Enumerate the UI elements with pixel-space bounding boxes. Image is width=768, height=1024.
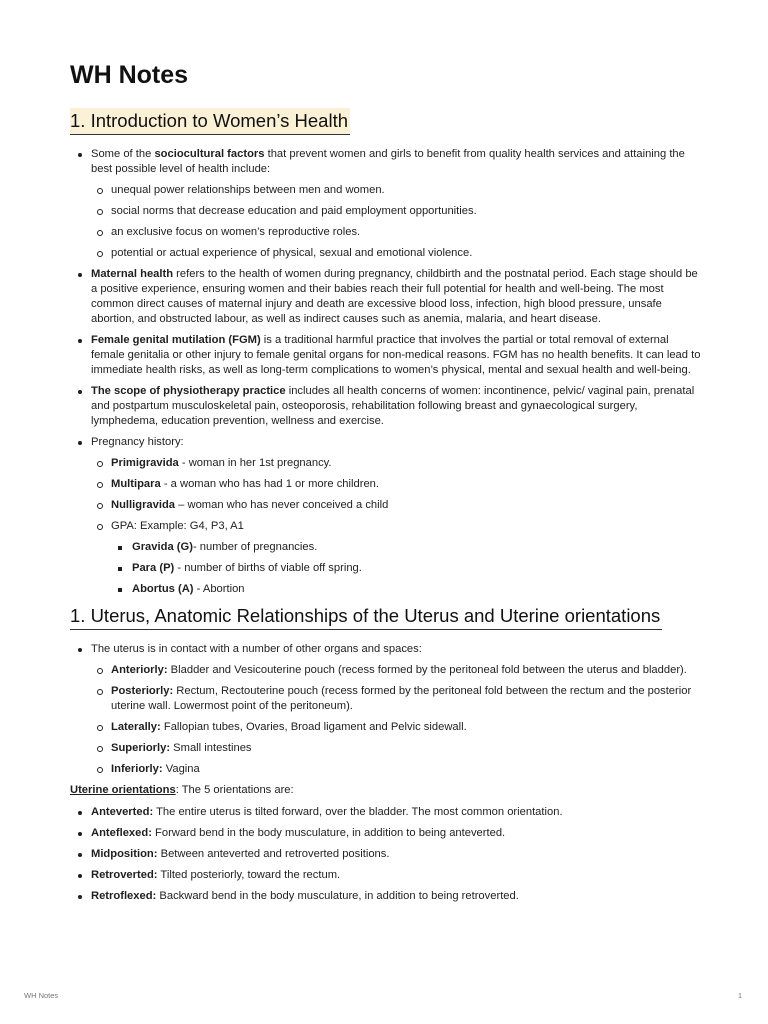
list-item-fgm: Female genital mutilation (FGM) is a traditional harmful practice that involves the partial or total removal of external female genitalia or other injury to female genital organs for non-medical reasons. FGM has no health benefits. It can lead to immediate health risks, as well as long-term complications to women’s physical, mental and sexual health and well-being. [70,333,702,378]
uterus-relations-sublist [91,663,702,777]
orientations-list [70,805,702,904]
list-item: potential or actual experience of physical, sexual and emotional violence. [91,246,702,261]
uterine-orientations-intro: Uterine orientations: The 5 orientations are: [70,784,294,796]
section-1 [70,108,702,143]
footer-document-name: WH Notes [24,991,59,1000]
list-item-physio-scope: The scope of physiotherapy practice includes all health concerns of women: incontinence, pelvic/ vaginal pain, prenatal and postpartum musculoskeletal pain, osteoporosis, rehabilitation following breast and gynaecological surgery, lymphedema, education prevention, wellness and exercise. [70,384,702,429]
list-item-sociocultural: Some of the sociocultural factors that prevent women and girls to benefit from quality health services and attaining the best possible level of health include: unequal power relationships between men and women. social norms that decrease education and paid employment opportunities. an exclusive focus on women’s reproductive roles. potential or actual experience of physical, sexual and emotional violence. [70,147,702,261]
list-item-posteriorly: Posteriorly: Rectum, Rectouterine pouch (recess formed by the peritoneal fold between the rectum and the posterior uterine wall. Lowermost point of the peritoneum). [91,684,702,714]
section-1-list [70,147,702,597]
section-1-heading: 1. Introduction to Women’s Health [70,108,350,135]
list-item-nulligravida: Nulligravida – woman who has never conceived a child [91,498,702,513]
list-item: an exclusive focus on women’s reproductive roles. [91,225,702,240]
list-item-gravida: Gravida (G)- number of pregnancies. [111,540,702,555]
list-item-uterus-contact: The uterus is in contact with a number of other organs and spaces: Anteriorly: Bladder and Vesicouterine pouch (recess formed by the peritoneal fold between the uterus and bladder). Posteriorly: Rectum, Rectouterine pouch (recess formed by the peritoneal fold between the rectum and the posterior uterine wall. Lowermost point of the peritoneum). Laterally: Fallopian tubes, Ovaries, Broad ligament and Pelvic sidewall. Superiorly: Small intestines Inferiorly: Vagina [70,642,702,777]
gpa-sublist [111,540,702,597]
list-item-superiorly: Superiorly: Small intestines [91,741,702,756]
list-item-gpa: GPA: Example: G4, P3, A1 Gravida (G)- number of pregnancies. Para (P) - number of births of viable off spring. Abortus (A) - Abortion [91,519,702,597]
list-item-retroverted: Retroverted: Tilted posteriorly, toward the rectum. [70,868,702,883]
list-item-pregnancy-history: Pregnancy history: Primigravida - woman in her 1st pregnancy. Multipara - a woman who has had 1 or more children. Nulligravida – woman who has never conceived a child GPA: Example: G4, P3, A1 Gravida (G)- number of pregnancies. Para (P) - number of births of viable off spring. Abortus (A) - Abortion [70,435,702,597]
list-item-laterally: Laterally: Fallopian tubes, Ovaries, Broad ligament and Pelvic sidewall. [91,720,702,735]
list-item-anteflexed: Anteflexed: Forward bend in the body musculature, in addition to being anteverted. [70,826,702,841]
list-item-primigravida: Primigravida - woman in her 1st pregnancy. [91,456,702,471]
list-item-maternal-health: Maternal health refers to the health of women during pregnancy, childbirth and the postnatal period. Each stage should be a positive experience, ensuring women and their babies reach their full potential for health and well-being. The most common direct causes of maternal injury and death are excessive blood loss, infection, high blood pressure, unsafe abortion, and obstructed labour, as well as indirect causes such as anemia, malaria, and heart disease. [70,267,702,327]
document-title: WH Notes [70,61,189,89]
section-2-list [70,642,702,777]
list-item: social norms that decrease education and paid employment opportunities. [91,204,702,219]
list-item-anteriorly: Anteriorly: Bladder and Vesicouterine pouch (recess formed by the peritoneal fold between the uterus and bladder). [91,663,702,678]
list-item-para: Para (P) - number of births of viable off spring. [111,561,702,576]
list-item: unequal power relationships between men and women. [91,183,702,198]
list-item-abortus: Abortus (A) - Abortion [111,582,702,597]
section-2-heading: 1. Uterus, Anatomic Relationships of the Uterus and Uterine orientations [70,603,662,630]
list-item-midposition: Midposition: Between anteverted and retroverted positions. [70,847,702,862]
sociocultural-sublist [91,183,702,261]
pregnancy-sublist [91,456,702,597]
footer-page-number: 1 [737,991,742,1000]
section-2 [70,603,702,638]
list-item-retroflexed: Retroflexed: Backward bend in the body musculature, in addition to being retroverted. [70,889,702,904]
list-item-inferiorly: Inferiorly: Vagina [91,762,702,777]
list-item-anteverted: Anteverted: The entire uterus is tilted forward, over the bladder. The most common orientation. [70,805,702,820]
list-item-multipara: Multipara - a woman who has had 1 or more children. [91,477,702,492]
document-page [70,58,702,910]
